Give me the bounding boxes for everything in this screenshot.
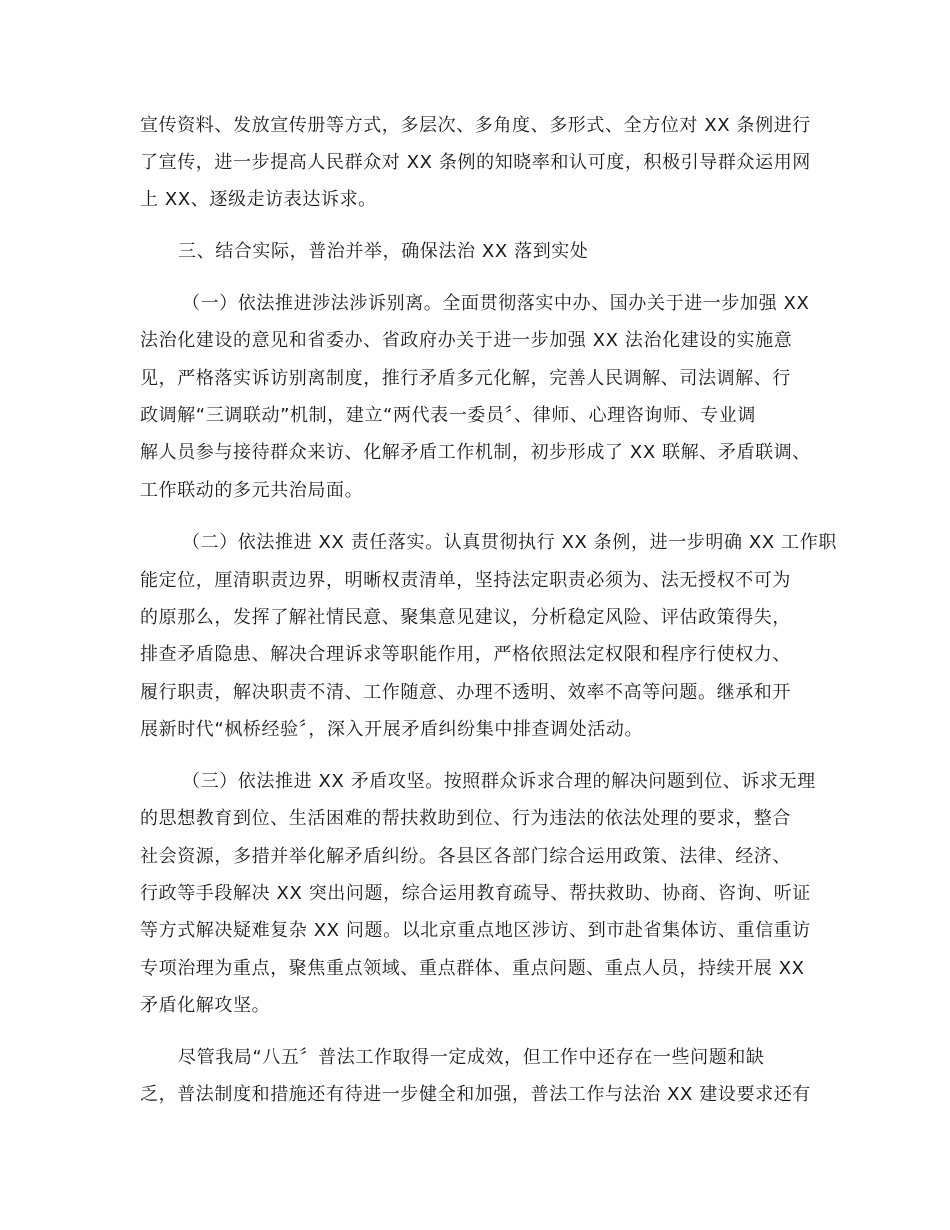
paragraph-line: 等方式解决疑难复杂 XX 问题。以北京重点地区涉访、到市赴省集体访、重信重访 <box>140 920 811 941</box>
paragraph-line: 了宣传，进一步提高人民群众对 XX 条例的知晓率和认可度，积极引导群众运用网 <box>140 152 811 173</box>
paragraph-line: 上 XX、逐级走访表达诉求。 <box>140 189 377 210</box>
paragraph-line: 解人员参与接待群众来访、化解矛盾工作机制，初步形成了 XX 联解、矛盾联调、 <box>140 442 811 463</box>
paragraph-line: 政调解“三调联动”机制，建立“两代表一委员〞、律师、心理咨询师、专业调 <box>140 405 756 426</box>
paragraph-line: 行政等手段解决 XX 突出问题，综合运用教育疏导、帮扶救助、协商、咨询、听证 <box>140 883 811 904</box>
paragraph-line: 宣传资料、发放宣传册等方式，多层次、多角度、多形式、全方位对 XX 条例进行 <box>140 115 811 136</box>
paragraph-line: 能定位，厘清职责边界，明晰权责清单，坚持法定职责必须为、法无授权不可为 <box>140 570 791 591</box>
paragraph-line: 工作联动的多元共治局面。 <box>140 480 364 501</box>
paragraph-line: 的原那么，发挥了解社情民意、聚集意见建议，分析稳定风险、评估政策得失， <box>140 607 791 628</box>
paragraph-line: 排查矛盾隐患、解决合理诉求等职能作用，严格依照法定权限和程序行使权力、 <box>140 644 791 665</box>
paragraph-line: 乏，普法制度和措施还有待进一步健全和加强，普法工作与法治 XX 建设要求还有 <box>140 1084 811 1105</box>
section-heading: 三、结合实际，普治并举，确保法治 XX 落到实处 <box>178 241 589 262</box>
paragraph-line: 矛盾化解攻坚。 <box>140 995 271 1016</box>
subsection-heading-line: （二）依法推进 XX 责任落实。认真贯彻执行 XX 条例，进一步明确 XX 工作职 <box>182 532 837 553</box>
subsection-heading-line: （三）依法推进 XX 矛盾攻坚。按照群众诉求合理的解决问题到位、诉求无理 <box>182 771 816 792</box>
paragraph-line: 社会资源，多措并举化解矛盾纠纷。各县区各部门综合运用政策、法律、经济、 <box>140 846 791 867</box>
paragraph-line: 履行职责，解决职责不清、工作随意、办理不透明、效率不高等问题。继承和开 <box>140 682 791 703</box>
paragraph-line: 见，严格落实诉访别离制度，推行矛盾多元化解，完善人民调解、司法调解、行 <box>140 368 791 389</box>
subsection-heading-line: （一）依法推进涉法涉诉别离。全面贯彻落实中办、国办关于进一步加强 XX <box>182 293 810 314</box>
paragraph-line: 展新时代“枫桥经验〞，深入开展矛盾纠纷集中排查调处活动。 <box>140 719 644 740</box>
paragraph-line: 尽管我局“八五〞普法工作取得一定成效，但工作中还存在一些问题和缺 <box>178 1047 765 1068</box>
paragraph-line: 的思想教育到位、生活困难的帮扶救助到位、行为违法的依法处理的要求，整合 <box>140 808 791 829</box>
paragraph-line: 法治化建设的意见和省委办、省政府办关于进一步加强 XX 法治化建设的实施意 <box>140 330 793 351</box>
paragraph-line: 专项治理为重点，聚焦重点领域、重点群体、重点问题、重点人员，持续开展 XX <box>140 958 805 979</box>
